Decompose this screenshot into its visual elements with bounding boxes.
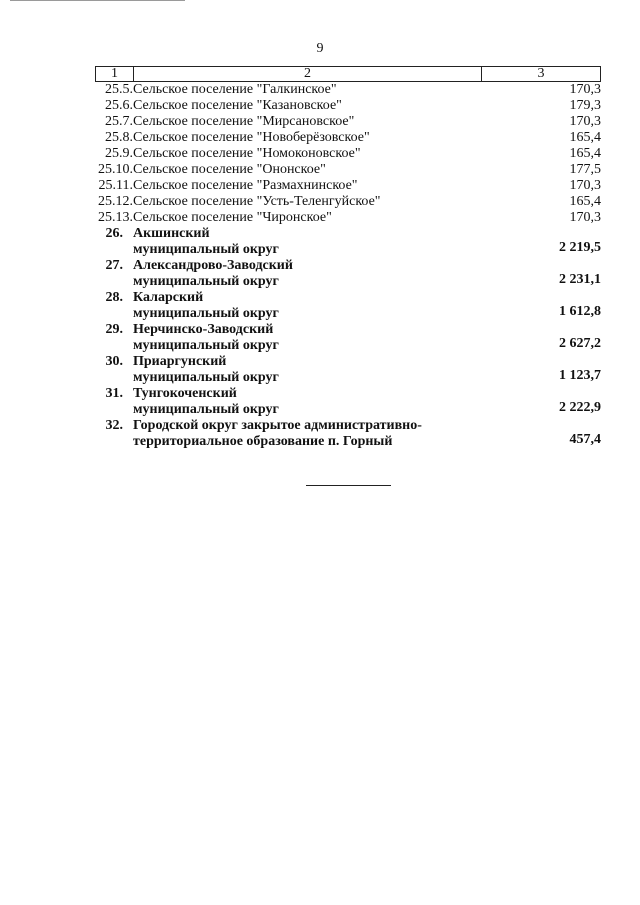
table-row: [95, 178, 601, 194]
row-name-line1: Приаргунский: [133, 354, 227, 369]
table-body: [95, 82, 601, 450]
row-name-line2: муниципальный округ: [133, 306, 279, 321]
row-name-line2: муниципальный округ: [133, 242, 279, 257]
row-number: 25.10.: [98, 162, 133, 177]
row-number: 25.13.: [98, 210, 133, 225]
row-name: Сельское поселение "Усть-Теленгуйское": [133, 194, 381, 209]
row-name: Сельское поселение "Новоберёзовское": [133, 130, 370, 145]
row-number: 25.7.: [105, 114, 133, 129]
table-row: [95, 210, 601, 226]
column-header-1: 1: [96, 67, 134, 81]
table-row-district: [95, 322, 601, 354]
row-value: 1 612,8: [559, 304, 601, 319]
row-number: 26.: [105, 226, 123, 241]
table-row: [95, 82, 601, 98]
row-value: 170,3: [569, 114, 601, 129]
row-value: 2 231,1: [559, 272, 601, 287]
row-name: Сельское поселение "Чиронское": [133, 210, 332, 225]
row-name-line2: муниципальный округ: [133, 370, 279, 385]
row-value: 177,5: [569, 162, 601, 177]
table-row: [95, 98, 601, 114]
row-value: 170,3: [569, 82, 601, 97]
table-row-district: [95, 418, 601, 450]
row-number: 25.8.: [105, 130, 133, 145]
row-number: 29.: [105, 322, 123, 337]
end-of-table-rule: [306, 485, 391, 486]
table-header-row: [95, 66, 601, 82]
row-number: 30.: [105, 354, 123, 369]
table-row-district: [95, 258, 601, 290]
row-value: 165,4: [569, 194, 601, 209]
row-name-line1: Александрово-Заводский: [133, 258, 293, 273]
row-number: 32.: [105, 418, 123, 433]
page-number: 9: [316, 41, 324, 56]
row-name-line1: Нерчинско-Заводский: [133, 322, 274, 337]
table-row: [95, 146, 601, 162]
row-value: 2 219,5: [559, 240, 601, 255]
table-row-district: [95, 226, 601, 258]
row-value: 2 222,9: [559, 400, 601, 415]
row-name: Сельское поселение "Размахнинское": [133, 178, 358, 193]
row-number: 25.11.: [98, 178, 133, 193]
row-value: 165,4: [569, 130, 601, 145]
table-row-district: [95, 386, 601, 418]
row-name-line1: Акшинский: [133, 226, 210, 241]
row-name: Сельское поселение "Ононское": [133, 162, 326, 177]
row-name: Сельское поселение "Казановское": [133, 98, 342, 113]
row-name-line1: Каларский: [133, 290, 204, 305]
row-name-line2: муниципальный округ: [133, 274, 279, 289]
row-name-line2: территориальное образование п. Горный: [133, 434, 393, 449]
allocation-table: [95, 66, 601, 450]
row-name: Сельское поселение "Номоконовское": [133, 146, 361, 161]
row-number: 27.: [105, 258, 123, 273]
scan-artifact-line: [10, 0, 185, 1]
table-row: [95, 114, 601, 130]
row-name-line2: муниципальный округ: [133, 402, 279, 417]
column-header-3: 3: [537, 66, 545, 81]
row-value: 170,3: [569, 178, 601, 193]
row-value: 165,4: [569, 146, 601, 161]
row-number: 25.5.: [105, 82, 133, 97]
table-row: [95, 194, 601, 210]
row-value: 457,4: [569, 432, 601, 447]
table-row-district: [95, 354, 601, 386]
row-name-line1: Городской округ закрытое административно-: [133, 418, 422, 433]
row-name: Сельское поселение "Галкинское": [133, 82, 337, 97]
table-row: [95, 130, 601, 146]
row-number: 28.: [105, 290, 123, 305]
row-value: 2 627,2: [559, 336, 601, 351]
row-name-line1: Тунгокоченский: [133, 386, 237, 401]
row-name-line2: муниципальный округ: [133, 338, 279, 353]
row-name: Сельское поселение "Мирсановское": [133, 114, 355, 129]
row-number: 25.9.: [105, 146, 133, 161]
row-value: 170,3: [569, 210, 601, 225]
row-number: 25.6.: [105, 98, 133, 113]
table-row: [95, 162, 601, 178]
row-number: 25.12.: [98, 194, 133, 209]
table-row-district: [95, 290, 601, 322]
row-value: 1 123,7: [559, 368, 601, 383]
row-value: 179,3: [569, 98, 601, 113]
row-number: 31.: [105, 386, 123, 401]
column-header-2: 2: [134, 67, 482, 81]
